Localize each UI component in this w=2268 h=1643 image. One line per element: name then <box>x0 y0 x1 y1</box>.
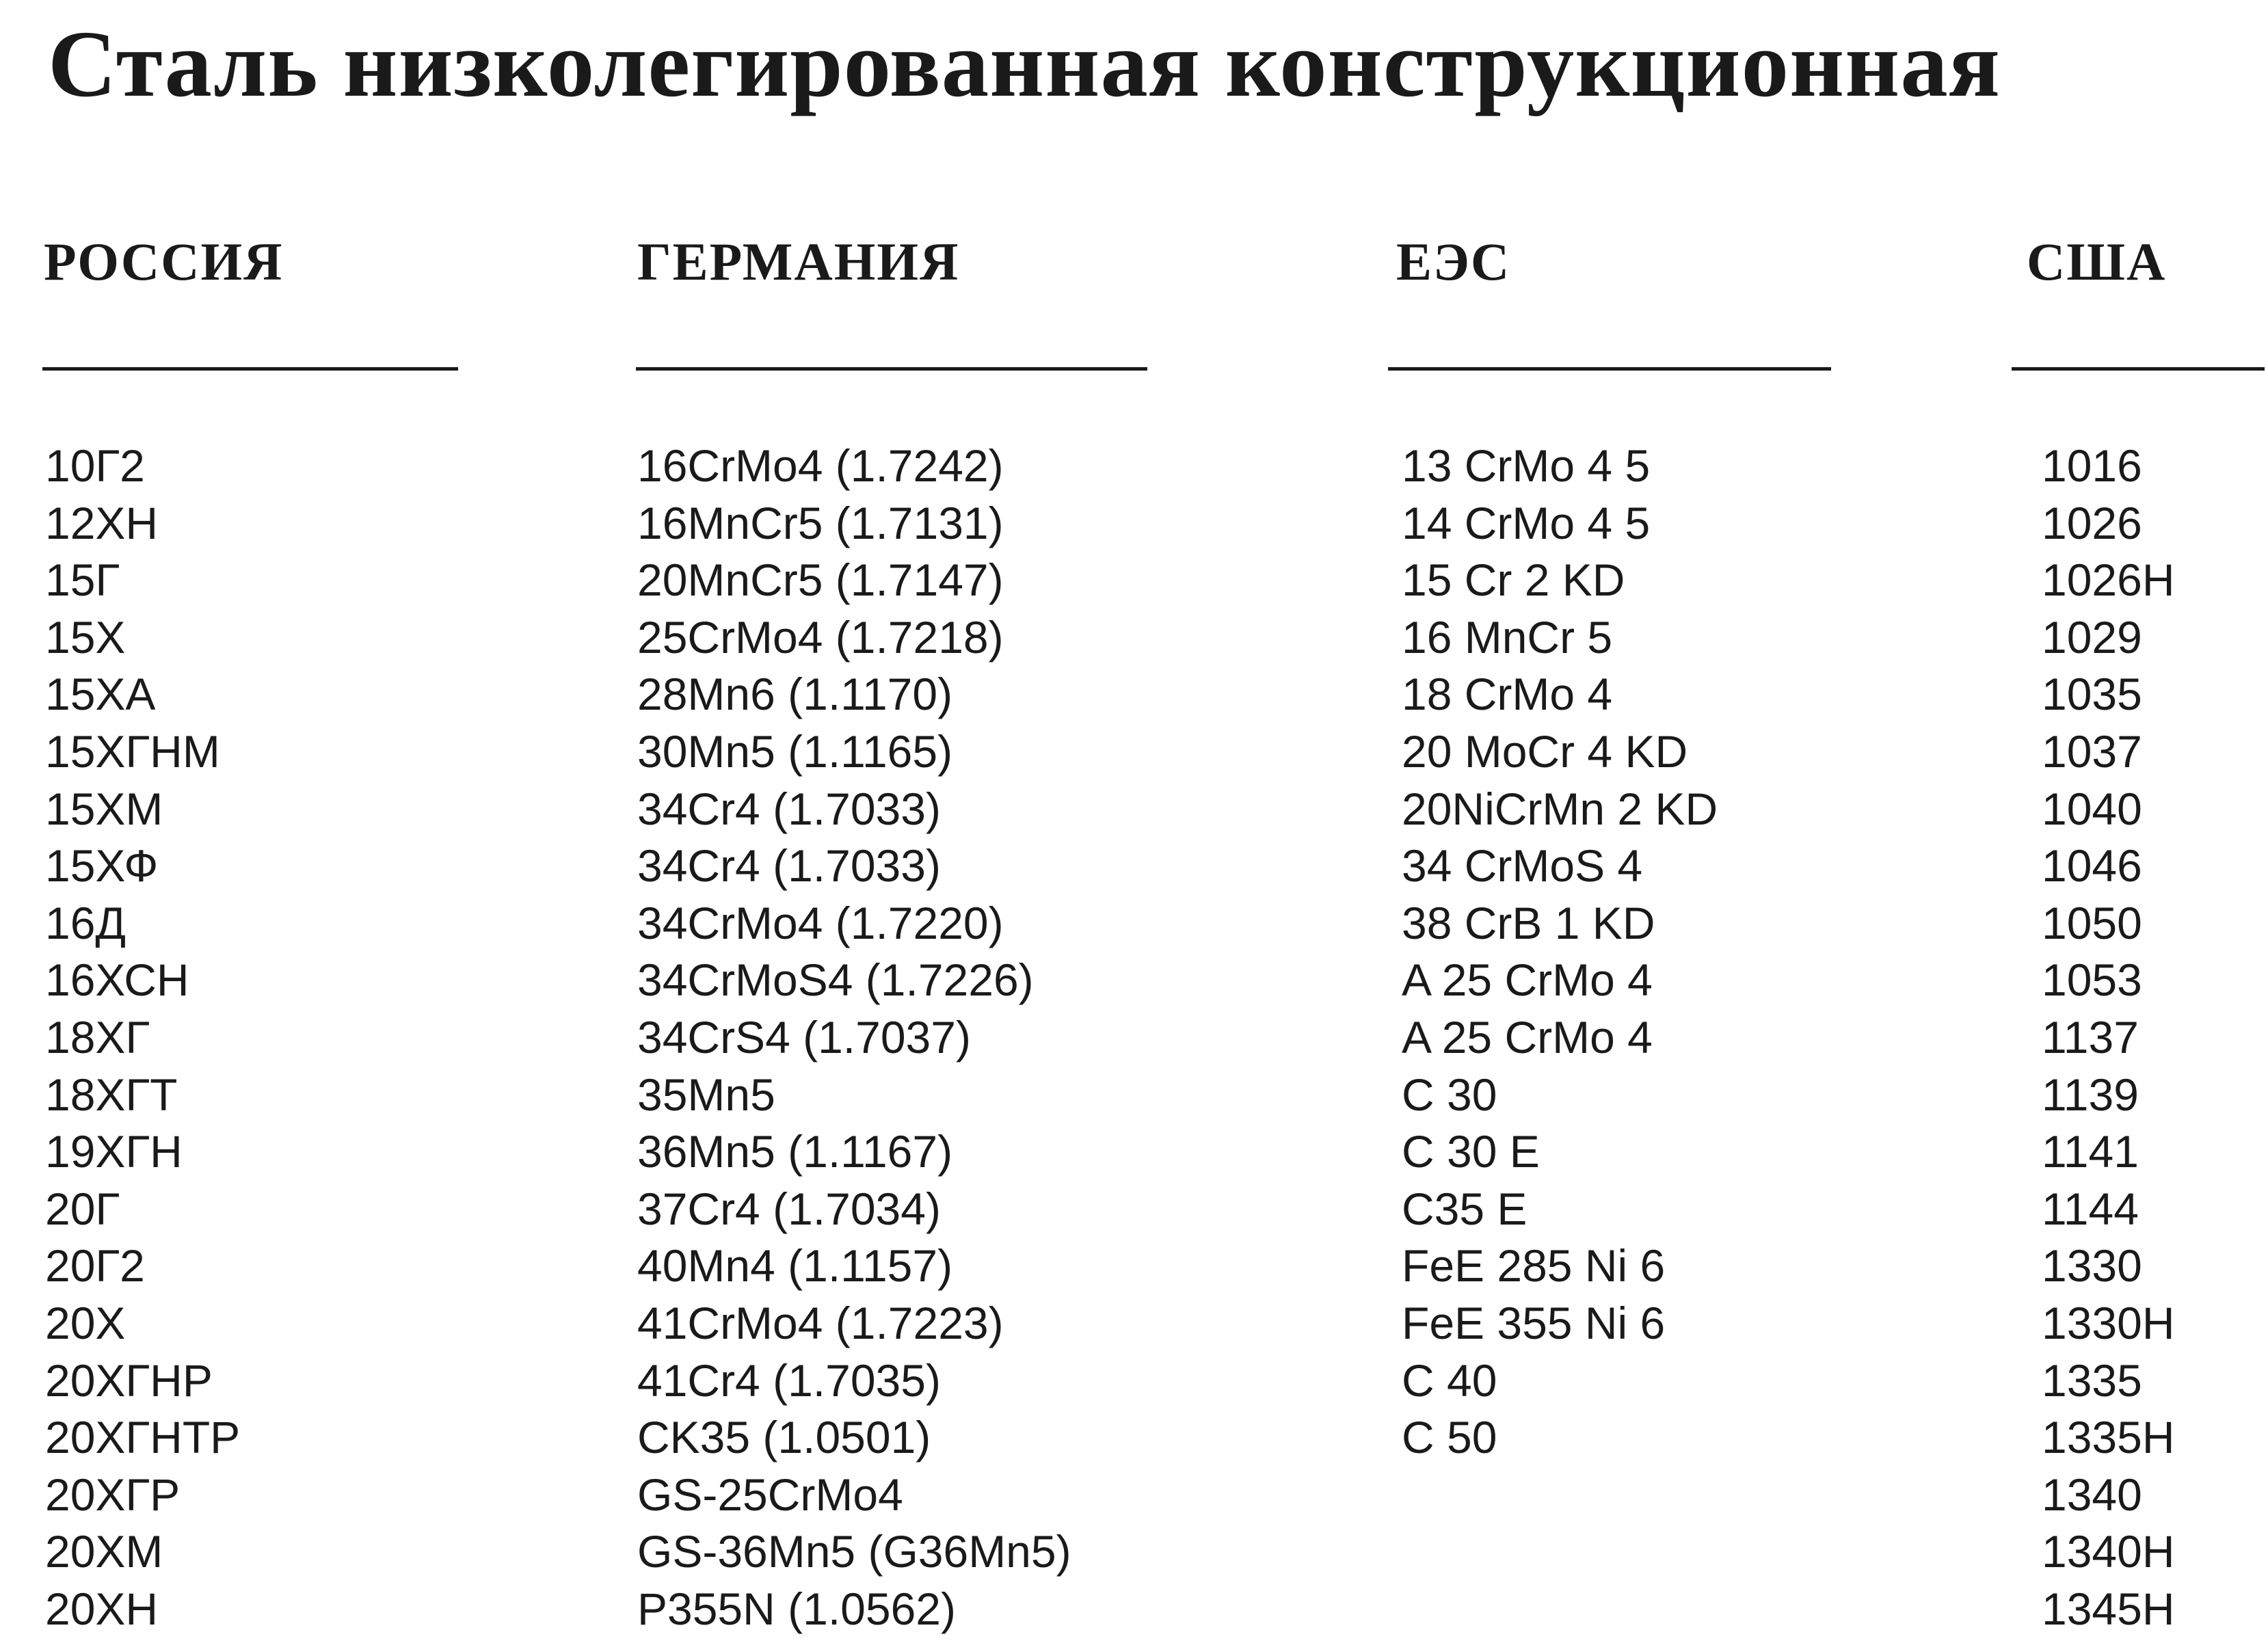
steel-grade-item: 20ХГНР <box>45 1354 213 1406</box>
steel-grade-item: 1026 <box>2042 497 2142 548</box>
steel-grade-item: 1037 <box>2042 725 2142 777</box>
steel-grade-item: 14 CrMo 4 5 <box>1402 497 1651 548</box>
steel-grade-item: A 25 CrMo 4 <box>1402 954 1653 1006</box>
steel-grade-item: 34CrMoS4 (1.7226) <box>637 954 1034 1006</box>
steel-grade-item: 13 CrMo 4 5 <box>1402 440 1651 491</box>
steel-grade-item: 38 CrB 1 KD <box>1402 897 1655 948</box>
steel-grade-item: 20ХМ <box>45 1526 163 1577</box>
steel-grade-item: 34CrS4 (1.7037) <box>637 1011 971 1063</box>
steel-grade-item: C 30 <box>1402 1069 1497 1120</box>
steel-grade-item: FeE 285 Ni 6 <box>1402 1240 1666 1292</box>
steel-grade-item: 20Х <box>45 1297 126 1348</box>
steel-grade-item: 41Cr4 (1.7035) <box>637 1354 941 1406</box>
steel-grade-item: 25CrMo4 (1.7218) <box>637 611 1004 663</box>
steel-grade-item: 1340H <box>2042 1526 2175 1577</box>
steel-grade-item: 15Х <box>45 611 126 663</box>
grade-list-russia <box>45 438 240 1638</box>
steel-grade-item: 1050 <box>2042 897 2142 948</box>
steel-grade-item: FeE 355 Ni 6 <box>1402 1297 1666 1348</box>
steel-grade-item: A 25 CrMo 4 <box>1402 1011 1653 1063</box>
steel-grade-item: 16 MnCr 5 <box>1402 611 1613 663</box>
steel-grade-item: C 50 <box>1402 1412 1497 1463</box>
steel-grade-item: 34CrMo4 (1.7220) <box>637 897 1004 948</box>
steel-grade-item: 1345H <box>2042 1583 2175 1634</box>
steel-grade-item: 16ХСН <box>45 954 189 1006</box>
steel-grade-item: 12ХН <box>45 497 159 548</box>
steel-grade-item: 15ХА <box>45 669 156 720</box>
steel-grade-item: 10Г2 <box>45 440 145 491</box>
steel-grade-item: 1144 <box>2042 1183 2139 1234</box>
steel-grade-item: 1137 <box>2042 1011 2139 1063</box>
steel-grade-item: 1026H <box>2042 555 2175 606</box>
steel-grade-item: 30Mn5 (1.1165) <box>637 725 953 777</box>
steel-grade-item: 40Mn4 (1.1157) <box>637 1240 953 1292</box>
column-header-germany: ГЕРМАНИЯ <box>637 232 960 291</box>
column-header-eec: ЕЭС <box>1396 232 1511 291</box>
steel-grade-item: 1330 <box>2042 1240 2142 1292</box>
steel-grade-item: C 30 E <box>1402 1126 1540 1177</box>
steel-grade-item: 1335H <box>2042 1412 2175 1463</box>
steel-grade-item: 15ХМ <box>45 783 163 834</box>
steel-grade-item: 20NiCrMn 2 KD <box>1402 783 1718 834</box>
steel-grade-item: 1040 <box>2042 783 2142 834</box>
steel-grade-item: C 40 <box>1402 1354 1497 1406</box>
steel-grade-item: 20MnCr5 (1.7147) <box>637 555 1004 606</box>
column-rule-russia <box>42 367 458 371</box>
steel-grade-item: 1330H <box>2042 1297 2175 1348</box>
steel-grade-item: 18 CrMo 4 <box>1402 669 1613 720</box>
steel-grade-item: 20ХГР <box>45 1469 181 1520</box>
steel-grade-item: 18ХГ <box>45 1011 150 1063</box>
steel-grade-item: 1139 <box>2042 1069 2139 1120</box>
steel-grade-item: 34Cr4 (1.7033) <box>637 840 941 892</box>
steel-grade-item: 20Г <box>45 1183 120 1234</box>
page-title: Сталь низколегированная конструкционная <box>48 12 2001 117</box>
steel-grade-item: 20ХН <box>45 1583 159 1634</box>
steel-grade-item: 37Cr4 (1.7034) <box>637 1183 941 1234</box>
grade-list-eec <box>1402 438 1718 1467</box>
steel-grade-item: 15ХГНМ <box>45 725 220 777</box>
grade-list-germany <box>637 438 1071 1638</box>
steel-grade-item: 19ХГН <box>45 1126 183 1177</box>
steel-grade-item: 35Mn5 <box>637 1069 775 1120</box>
steel-grade-item: 34 CrMoS 4 <box>1402 840 1643 892</box>
steel-grade-item: 15ХФ <box>45 840 159 892</box>
grade-list-usa <box>2042 438 2175 1638</box>
steel-grade-item: 20 MoCr 4 KD <box>1402 725 1688 777</box>
steel-grade-item: 1053 <box>2042 954 2142 1006</box>
steel-grade-item: P355N (1.0562) <box>637 1583 956 1634</box>
steel-grade-item: 28Mn6 (1.1170) <box>637 669 953 720</box>
steel-grade-item: GS-25CrMo4 <box>637 1469 903 1520</box>
steel-grade-item: 15Г <box>45 555 120 606</box>
column-rule-germany <box>636 367 1147 371</box>
steel-grade-item: C35 E <box>1402 1183 1527 1234</box>
steel-grade-item: 1046 <box>2042 840 2142 892</box>
column-rule-eec <box>1388 367 1831 371</box>
steel-grade-item: 18ХГТ <box>45 1069 178 1120</box>
steel-grade-item: CK35 (1.0501) <box>637 1412 931 1463</box>
steel-grade-item: GS-36Mn5 (G36Mn5) <box>637 1526 1071 1577</box>
steel-grade-item: 1035 <box>2042 669 2142 720</box>
steel-grade-item: 36Mn5 (1.1167) <box>637 1126 953 1177</box>
steel-grade-item: 20Г2 <box>45 1240 145 1292</box>
steel-grade-item: 20ХГНТР <box>45 1412 241 1463</box>
steel-grade-item: 34Cr4 (1.7033) <box>637 783 941 834</box>
steel-grade-item: 16MnCr5 (1.7131) <box>637 497 1004 548</box>
steel-grade-item: 1141 <box>2042 1126 2139 1177</box>
steel-grade-item: 1335 <box>2042 1354 2142 1406</box>
steel-grade-item: 16Д <box>45 897 126 948</box>
steel-grade-item: 1029 <box>2042 611 2142 663</box>
steel-grade-item: 15 Cr 2 KD <box>1402 555 1625 606</box>
column-header-russia: РОССИЯ <box>44 232 284 291</box>
steel-grade-item: 41CrMo4 (1.7223) <box>637 1297 1004 1348</box>
steel-grade-item: 1340 <box>2042 1469 2142 1520</box>
steel-grade-item: 1016 <box>2042 440 2142 491</box>
steel-grade-item: 16CrMo4 (1.7242) <box>637 440 1004 491</box>
column-header-usa: США <box>2027 232 2167 291</box>
column-rule-usa <box>2012 367 2265 371</box>
